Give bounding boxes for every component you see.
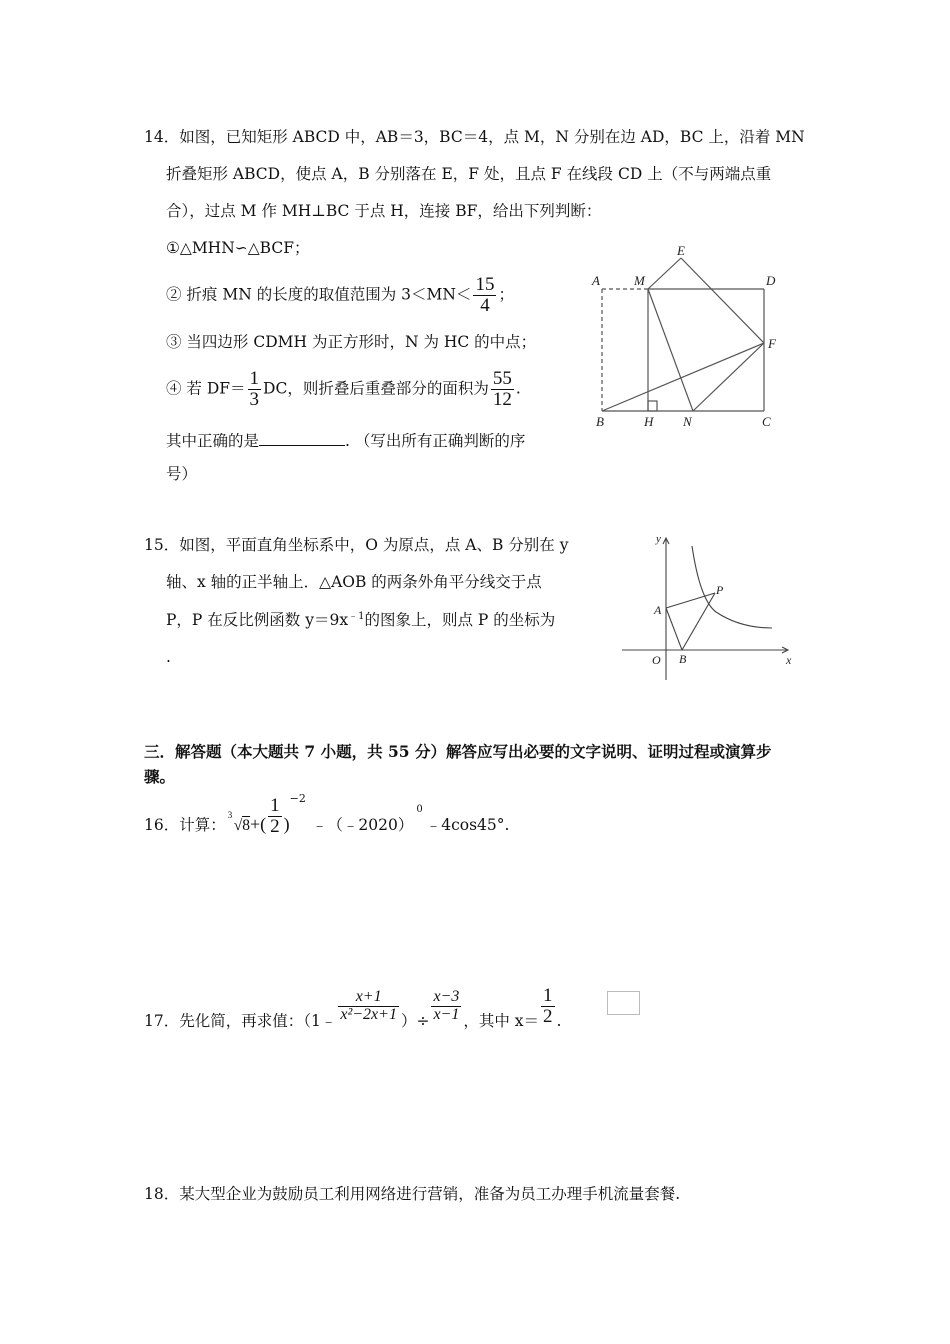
label-H: H (644, 414, 654, 429)
segment-MN (648, 289, 693, 411)
answer-blank[interactable] (259, 431, 345, 446)
q18-line-1: 18．某大型企业为鼓励员工利用网络进行营销，准备为员工办理手机流量套餐. (144, 1185, 681, 1203)
empty-box (607, 991, 640, 1015)
q14-line-2: 折叠矩形 ABCD，使点 A，B 分别落在 E，F 处，且点 F 在线段 CD 上（不与两端点重 (166, 165, 772, 183)
label-F: F (768, 336, 776, 351)
q17-line: 17．先化简，再求值：（1﹣ $\frac{x+1}{\text{x²−2x+1}}$ ）÷ $\frac{x-3}{x-1}$ ，其中 x＝ $\frac{1}{2}$ . (144, 985, 562, 1031)
label-B: B (596, 414, 604, 429)
fraction-55-12: $\frac{55}{12}$ (492, 368, 512, 410)
segment-ME (648, 258, 681, 289)
label-N: N (683, 414, 692, 429)
right-angle-mark (648, 401, 657, 411)
q14-judgment-2-text: ② 折痕 MN 的长度的取值范围为 3＜MN＜ (166, 285, 472, 304)
q15-line-4: . (166, 648, 171, 666)
label-P: P (716, 583, 724, 597)
label-A: A (592, 273, 600, 288)
label-O: O (652, 653, 661, 667)
q14-judgment-2: ② 折痕 MN 的长度的取值范围为 3＜MN＜ $\frac{15}{4}$ ； (166, 274, 514, 316)
hyperbola-curve (692, 546, 772, 628)
fraction-x-minus-3-over-x-minus-1: $\frac{x-3}{x-1}$ (433, 988, 460, 1023)
fraction-1-2-q16: $\frac{1}{2}$ (270, 795, 280, 837)
q14-answer-line: 其中正确的是 . （写出所有正确判断的序 (166, 432, 526, 450)
label-x: x (786, 653, 792, 667)
q15-line-3: P，P 在反比例函数 $y=9x^{﹣1}$的图象上，则点 P 的坐标为 (166, 611, 556, 630)
q15-coordinate-figure (620, 530, 800, 685)
label-C: C (762, 414, 771, 429)
q14-line-1: 14．如图，已知矩形 ABCD 中，AB＝3，BC＝4，点 M，N 分别在边 AD，BC 上，沿着 MN (144, 128, 805, 146)
q16-line: 16．计算： 3 √8+( $\frac{1}{2}$ )$^{-2}$﹣（﹣2020）$^0$﹣4cos45°. (144, 792, 510, 837)
fraction-15-4: $\frac{15}{4}$ (475, 274, 495, 316)
label-D: D (766, 273, 776, 288)
q14-answer-line-2: 号） (166, 465, 198, 483)
label-M: M (634, 273, 645, 288)
q15-line-2: 轴、x 轴的正半轴上．△AOB 的两条外角平分线交于点 (166, 573, 542, 591)
fraction-1-3: $\frac{1}{3}$ (249, 368, 260, 410)
cube-root: 3 √8 (227, 810, 250, 835)
label-E: E (677, 243, 685, 258)
segment-AB (666, 608, 682, 650)
q14-rectangle-fold-figure (588, 238, 788, 430)
fraction-x-plus-1-over-quadratic: $\frac{x+1}{\text{x²−2x+1}}$ (340, 988, 397, 1023)
q14-line-3: 合），过点 M 作 MH⊥BC 于点 H，连接 BF，给出下列判断： (166, 202, 602, 220)
fraction-1-2-q17: $\frac{1}{2}$ (543, 985, 553, 1027)
q14-judgment-4: ④ 若 DF＝ $\frac{1}{3}$ DC，则折叠后重叠部分的面积为 $\frac{55}{12}$ . (166, 368, 521, 410)
segment-NF (693, 343, 764, 411)
segment-EF (681, 258, 764, 343)
q15-line-1: 15．如图，平面直角坐标系中，O 为原点，点 A、B 分别在 y (144, 536, 569, 554)
section-3-heading-line-1: 三．解答题（本大题共 7 小题，共 55 分）解答应写出必要的文字说明、证明过程或演算步 (144, 742, 772, 761)
label-B-q15: B (679, 652, 687, 666)
label-y: y (656, 533, 661, 545)
q14-judgment-3: ③ 当四边形 CDMH 为正方形时，N 为 HC 的中点； (166, 333, 537, 351)
section-3-heading-line-2: 骤。 (144, 767, 176, 786)
q14-judgment-1: ①△MHN∽△BCF； (166, 239, 310, 257)
segment-BF (602, 343, 764, 411)
label-A-q15: A (654, 603, 662, 617)
